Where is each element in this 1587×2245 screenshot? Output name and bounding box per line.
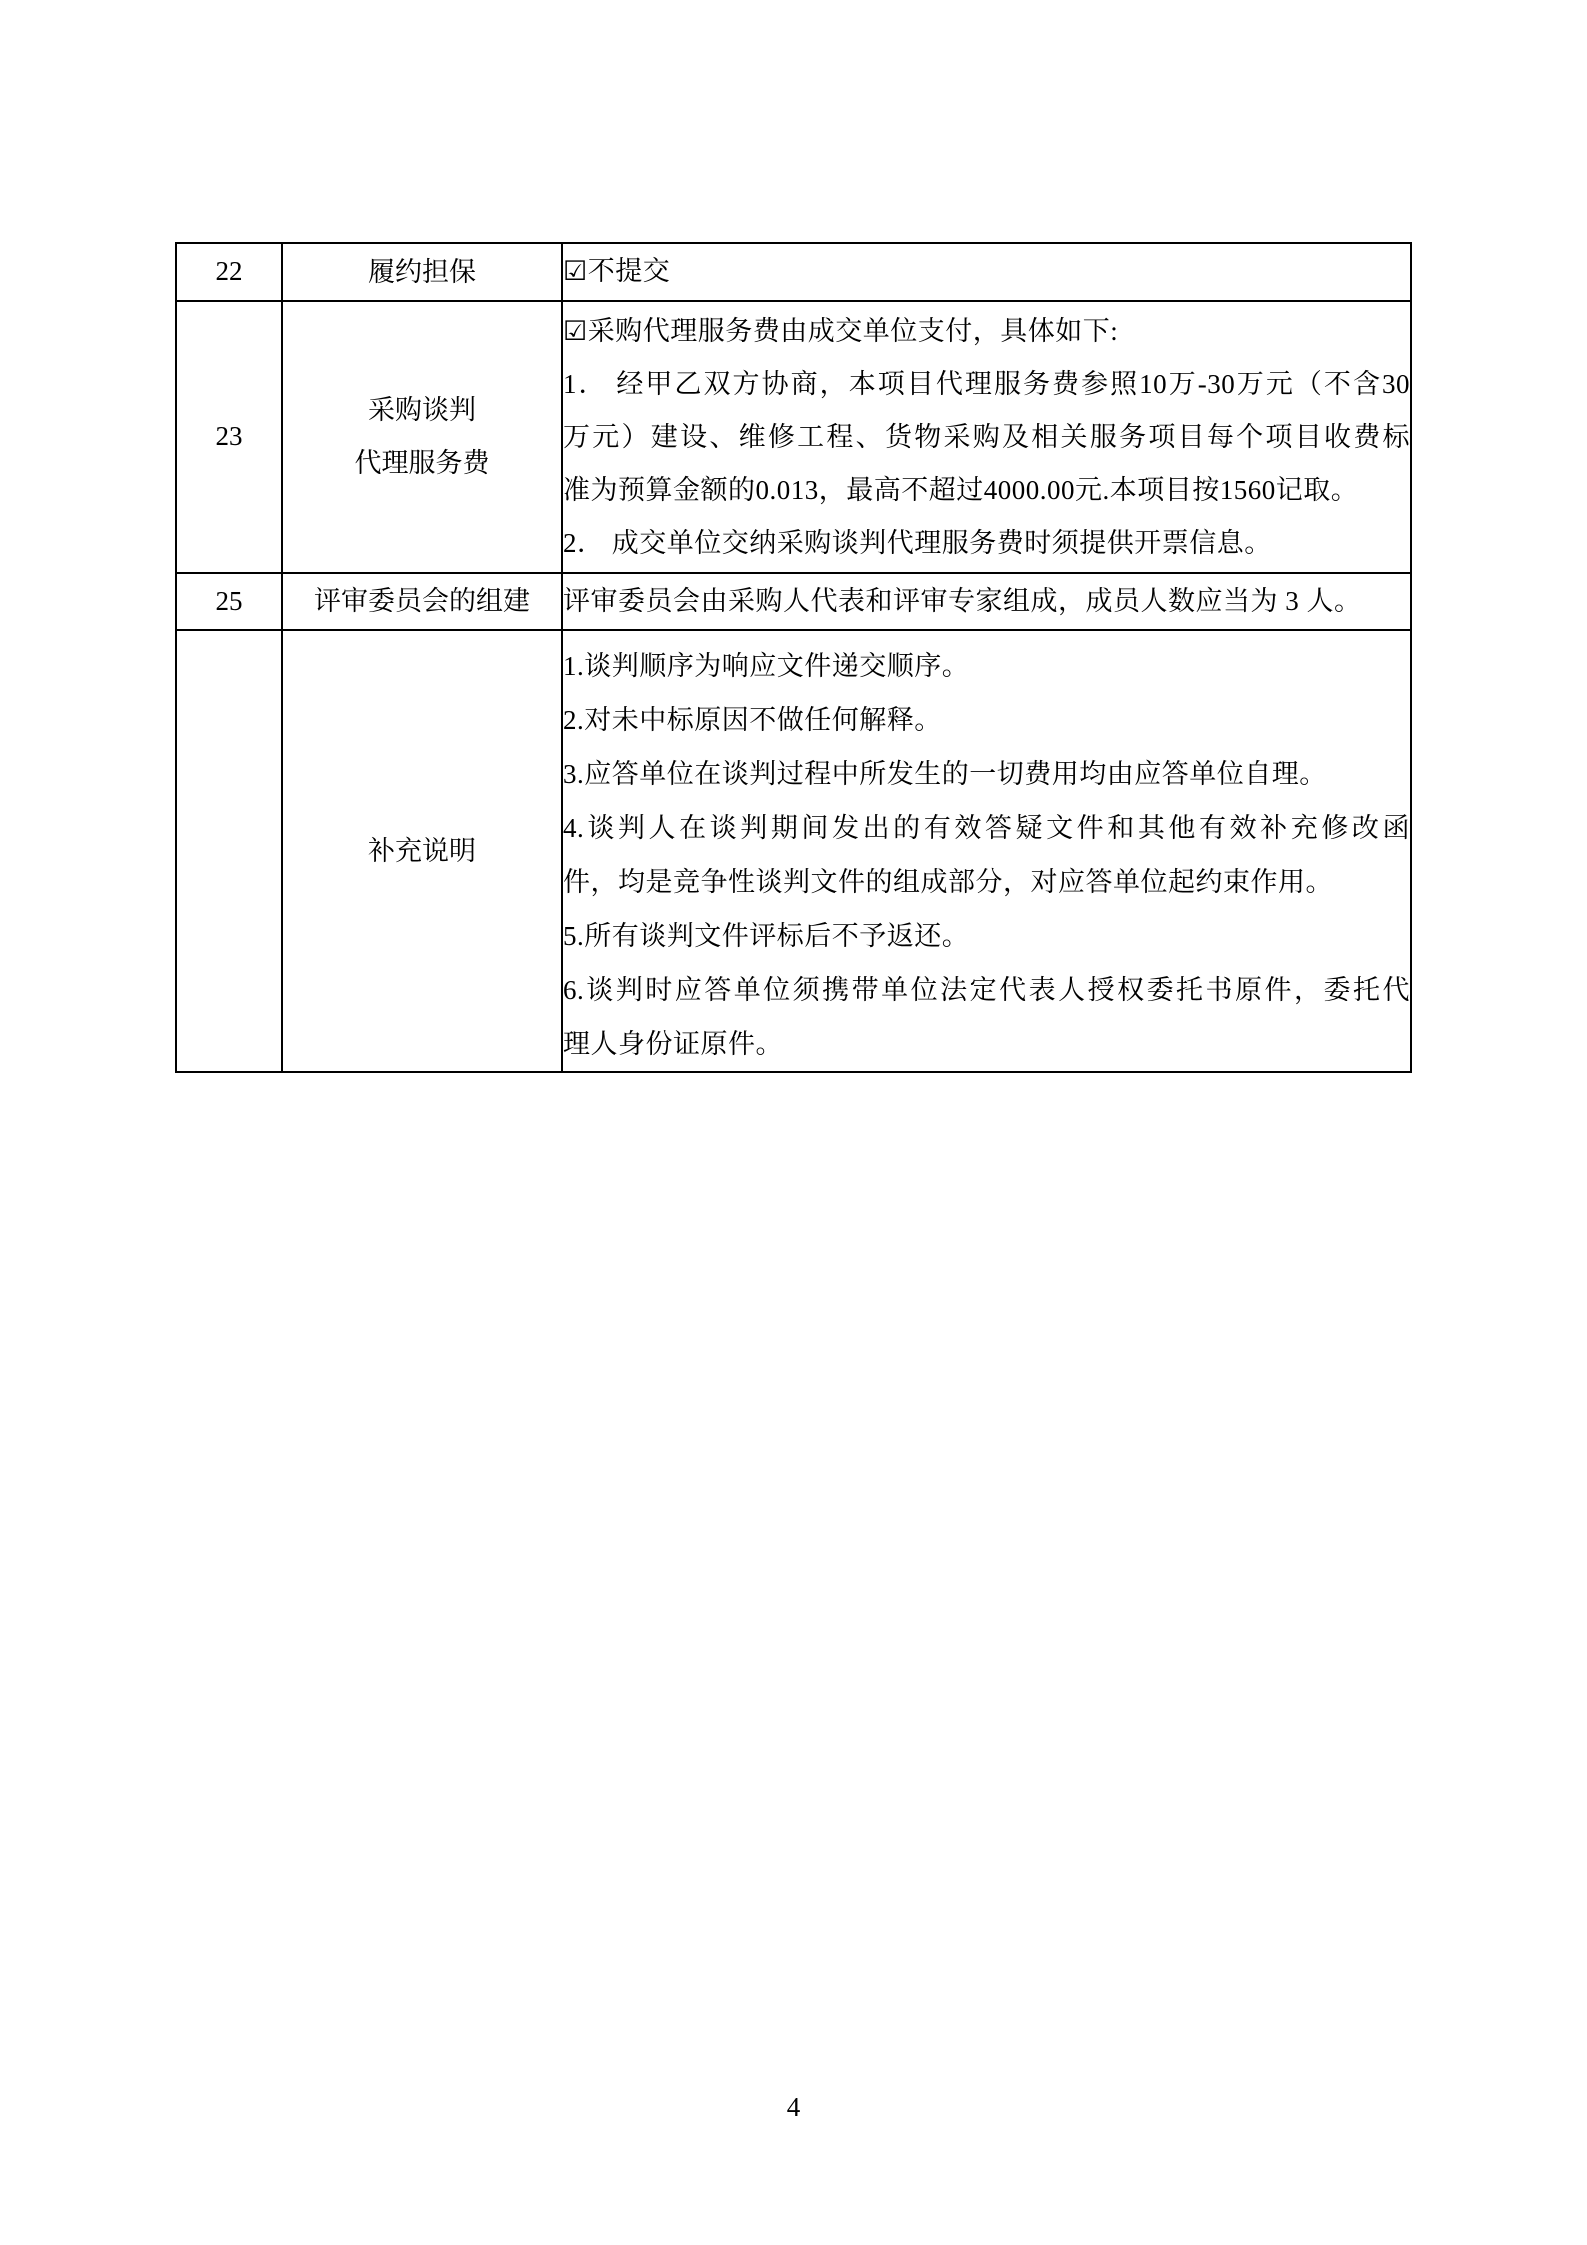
content-line: 5.所有谈判文件评标后不予返还。 xyxy=(563,921,970,951)
row-label: 补充说明 xyxy=(368,835,476,866)
content-line: 6.谈判时应答单位须携带单位法定代表人授权委托书原件，委托代 xyxy=(563,975,1410,1005)
content-line: 评审委员会由采购人代表和评审专家组成，成员人数应当为 3 人。 xyxy=(563,585,1362,616)
content-line-with-checked-checkbox: ☑不提交 xyxy=(563,256,671,287)
content-line: 理人身份证原件。 xyxy=(563,1029,783,1059)
row-number-cell: 22 xyxy=(176,243,282,301)
content-line: 件，均是竞争性谈判文件的组成部分，对应答单位起约束作用。 xyxy=(563,867,1333,897)
content-line: 4.谈判人在谈判期间发出的有效答疑文件和其他有效补充修改函 xyxy=(563,813,1410,843)
row-content-cell xyxy=(562,630,1411,1072)
row-number-cell: 23 xyxy=(176,301,282,573)
content-line: 2.对未中标原因不做任何解释。 xyxy=(563,705,942,735)
content-line: 1.谈判顺序为响应文件递交顺序。 xyxy=(563,651,970,681)
content-line: 3.应答单位在谈判过程中所发生的一切费用均由应答单位自理。 xyxy=(563,759,1327,789)
row-label: 履约担保 xyxy=(368,256,476,287)
page-number: 4 xyxy=(786,2092,801,2122)
row-content-cell xyxy=(562,243,1411,301)
row-label-line: 采购谈判 xyxy=(368,395,476,425)
row-content-cell xyxy=(562,301,1411,573)
negotiation-terms-table xyxy=(175,242,1412,1073)
row-label-cell xyxy=(282,573,562,630)
row-content-cell xyxy=(562,573,1411,630)
row-label-cell xyxy=(282,301,562,573)
content-line: 2． 成交单位交纳采购谈判代理服务费时须提供开票信息。 xyxy=(563,527,1272,558)
row-number-cell-empty xyxy=(176,630,282,1072)
row-label: 评审委员会的组建 xyxy=(314,586,530,616)
table-row-25 xyxy=(176,573,1411,630)
row-label-line: 代理服务费 xyxy=(354,448,490,478)
content-line: 准为预算金额的0.013，最高不超过4000.00元.本项目按1560记取。 xyxy=(563,474,1359,505)
content-line: 万元）建设、维修工程、货物采购及相关服务项目每个项目收费标 xyxy=(563,421,1410,452)
content-line: 1． 经甲乙双方协商，本项目代理服务费参照10万-30万元（不含30 xyxy=(563,368,1410,399)
table-row-22 xyxy=(176,243,1411,301)
table-row-23 xyxy=(176,301,1411,573)
row-label-cell xyxy=(282,630,562,1072)
row-label-cell xyxy=(282,243,562,301)
table-row-supplement xyxy=(176,630,1411,1072)
row-number-cell: 25 xyxy=(176,573,282,630)
content-line-with-checked-checkbox: ☑采购代理服务费由成交单位支付，具体如下: xyxy=(563,315,1119,346)
